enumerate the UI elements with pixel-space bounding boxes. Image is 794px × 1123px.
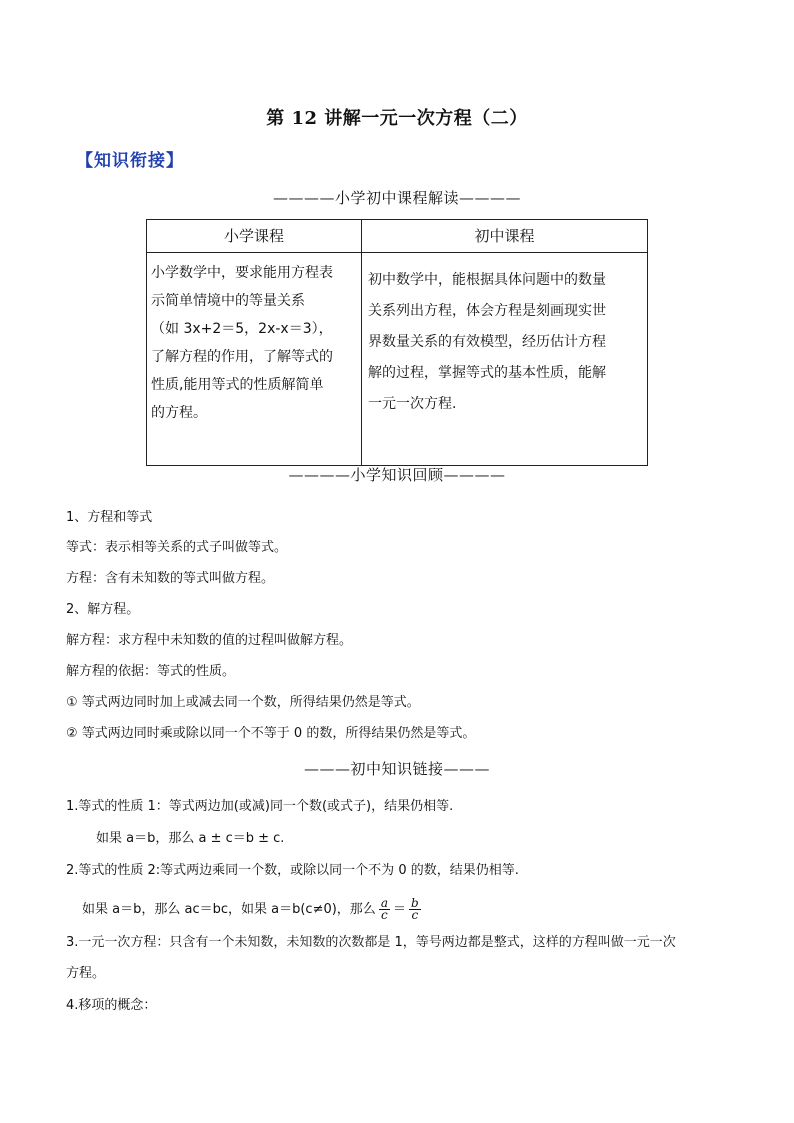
table-cell-primary bbox=[147, 253, 362, 466]
junior-link-label: 初中知识链接 bbox=[350, 760, 444, 778]
cell-line: 初中数学中，能根据具体问题中的数量 bbox=[368, 272, 606, 288]
paragraph: 解方程：求方程中未知数的值的过程叫做解方程。 bbox=[66, 633, 353, 648]
paragraph: 4.移项的概念： bbox=[66, 998, 157, 1013]
formula-text: 如果 a＝b，那么 ac＝bc，如果 a＝b(c≠0)，那么 bbox=[82, 902, 376, 917]
dash-left: ———— bbox=[288, 466, 351, 484]
fraction-numerator: a bbox=[380, 896, 388, 910]
dash-left: ——— bbox=[303, 760, 351, 778]
cell-line: 小学数学中，要求能用方程表 bbox=[151, 265, 333, 281]
cell-line: 的方程。 bbox=[151, 405, 207, 421]
dash-right: ———— bbox=[459, 189, 521, 207]
cell-line: （如 3x+2＝5，2x-x＝3）， bbox=[151, 321, 333, 337]
paragraph: 1、方程和等式 bbox=[66, 510, 153, 525]
cell-line: 界数量关系的有效模型，经历估计方程 bbox=[368, 334, 606, 350]
dash-right: ———— bbox=[443, 466, 506, 484]
paragraph: 2、解方程。 bbox=[66, 602, 140, 617]
page-title: 第 12 讲解一元一次方程（二） bbox=[266, 108, 528, 129]
primary-review-heading bbox=[0, 464, 794, 485]
cell-line: 性质,能用等式的性质解简单 bbox=[151, 377, 324, 393]
paragraph: 3.一元一次方程：只含有一个未知数，未知数的次数都是 1，等号两边都是整式，这样的方程叫做一元一次 bbox=[66, 935, 676, 950]
dash-left: ———— bbox=[272, 189, 335, 207]
cell-line: 一元一次方程. bbox=[368, 396, 457, 412]
paragraph: 等式：表示相等关系的式子叫做等式。 bbox=[66, 540, 288, 555]
fraction-a-over-c bbox=[379, 898, 390, 921]
curriculum-section-label: 小学初中课程解读 bbox=[334, 189, 459, 207]
paragraph: 1.等式的性质 1：等式两边加(或减)同一个数(或式子)，结果仍相等. bbox=[66, 799, 454, 814]
paragraph: 解方程的依据：等式的性质。 bbox=[66, 664, 236, 679]
fraction-numerator: b bbox=[410, 896, 419, 910]
cell-line: 解的过程，掌握等式的基本性质，能解 bbox=[368, 365, 606, 381]
equals-sign: ＝ bbox=[392, 902, 406, 917]
fraction-b-over-c bbox=[409, 898, 421, 921]
cell-line: 了解方程的作用，了解等式的 bbox=[151, 349, 333, 365]
table-header-junior: 初中课程 bbox=[362, 220, 648, 253]
fraction-denominator: c bbox=[381, 908, 388, 922]
curriculum-table bbox=[146, 219, 648, 466]
table-header-primary: 小学课程 bbox=[147, 220, 362, 253]
formula-line-fraction bbox=[82, 898, 424, 921]
paragraph: 2.等式的性质 2:等式两边乘同一个数，或除以同一个不为 0 的数，结果仍相等. bbox=[66, 863, 519, 878]
cell-line: 关系列出方程，体会方程是刻画现实世 bbox=[368, 303, 606, 319]
curriculum-section-heading bbox=[0, 187, 794, 208]
fraction-denominator: c bbox=[411, 908, 419, 922]
cell-line: 示简单情境中的等量关系 bbox=[151, 293, 305, 309]
junior-link-heading bbox=[0, 758, 794, 779]
formula-line: 如果 a＝b，那么 a ± c＝b ± c. bbox=[96, 831, 285, 846]
paragraph: ② 等式两边同时乘或除以同一个不等于 0 的数，所得结果仍然是等式。 bbox=[66, 726, 476, 741]
paragraph: ① 等式两边同时加上或减去同一个数，所得结果仍然是等式。 bbox=[66, 695, 420, 710]
dash-right: ——— bbox=[443, 760, 490, 778]
knowledge-link-heading: 【知识衔接】 bbox=[76, 151, 184, 171]
primary-review-label: 小学知识回顾 bbox=[350, 466, 444, 484]
paragraph-continued: 方程。 bbox=[66, 966, 106, 981]
table-cell-junior bbox=[362, 253, 648, 466]
paragraph: 方程：含有未知数的等式叫做方程。 bbox=[66, 571, 275, 586]
